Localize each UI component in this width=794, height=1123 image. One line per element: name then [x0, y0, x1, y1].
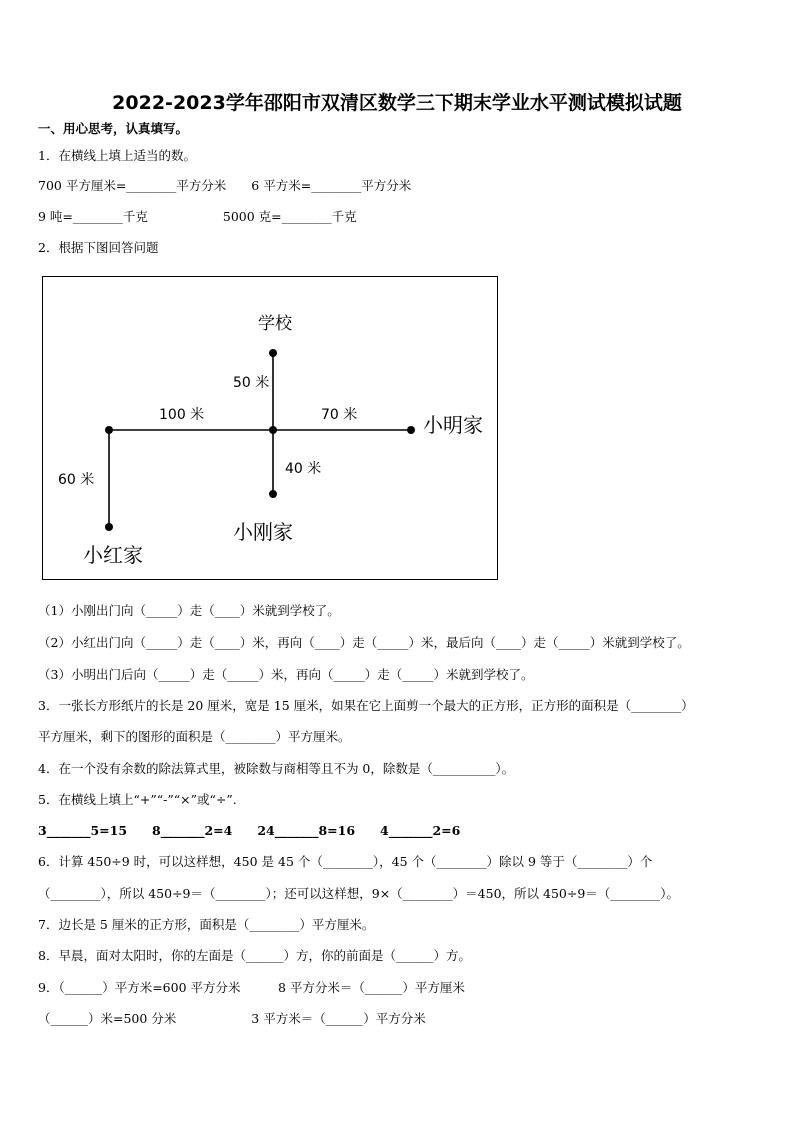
xiaoming-label: 小明家 [423, 413, 483, 437]
question-8: 8．早晨，面对太阳时，你的左面是（______）方，你的前面是（______）方。 [38, 948, 471, 963]
xiaogang-label: 小刚家 [233, 520, 293, 544]
distance-70-label: 70 米 [321, 407, 358, 423]
question-3-cont: 平方厘米，剩下的图形的面积是（________）平方厘米。 [38, 729, 351, 744]
distance-40-label: 40 米 [285, 461, 322, 477]
school-label: 学校 [258, 314, 292, 334]
map-svg [43, 277, 497, 579]
question-6: 6．计算 450÷9 时，可以这样想，450 是 45 个（________），45 个（________）除以 9 等于（________）个 [38, 854, 653, 869]
page-title: 2022-2023学年邵阳市双清区数学三下期末学业水平测试模拟试题 [112, 92, 682, 114]
distance-50-label: 50 米 [233, 375, 270, 391]
question-2-2: （2）小红出门向（_____）走（____）米，再向（____）走（_____）米，最后向（____）走（_____）米就到学校了。 [38, 635, 690, 650]
map-figure [42, 276, 498, 580]
question-7: 7．边长是 5 厘米的正方形，面积是（________）平方厘米。 [38, 917, 375, 932]
xiaohong-label: 小红家 [83, 543, 143, 567]
question-4: 4．在一个没有余数的除法算式里，被除数与商相等且不为 0，除数是（__________）。 [38, 761, 515, 776]
junction-point [269, 426, 277, 434]
question-9-cont: （______）米=500 分米 3 平方米＝（______）平方分米 [38, 1011, 426, 1026]
question-1: 1．在横线上填上适当的数。 [38, 148, 196, 163]
question-5-items: 3_______5=15 8_______2=4 24_______8=16 4_______2=6 [38, 823, 461, 838]
question-1-row-1: 700 平方厘米=________平方分米 6 平方米=________平方分米 [38, 178, 412, 193]
question-6-cont: （________），所以 450÷9＝（________）；还可以这样想，9×（________）＝450，所以 450÷9＝（________）。 [38, 886, 680, 901]
xiaohong-point [105, 523, 113, 531]
question-1-row-2: 9 吨=________千克 5000 克=________千克 [38, 209, 357, 224]
question-9: 9．（______）平方米=600 平方分米 8 平方分米＝（______）平方厘米 [38, 980, 465, 995]
xiaoming-point [407, 426, 415, 434]
question-2-3: （3）小明出门后向（_____）走（_____）米，再向（_____）走（_____）米就到学校了。 [38, 667, 534, 682]
school-point [269, 349, 277, 357]
question-2: 2．根据下图回答问题 [38, 240, 159, 255]
section-heading: 一、用心思考，认真填写。 [38, 121, 189, 136]
question-2-1: （1）小刚出门向（_____）走（____）米就到学校了。 [38, 603, 340, 618]
question-5: 5．在横线上填上“+”“-”“×”或“÷”. [38, 792, 237, 807]
question-3: 3．一张长方形纸片的长是 20 厘米，宽是 15 厘米，如果在它上面剪一个最大的正方形，正方形的面积是（________） [38, 698, 694, 713]
xiaogang-point [269, 490, 277, 498]
corner-point [105, 426, 113, 434]
distance-100-label: 100 米 [159, 407, 205, 423]
distance-60-label: 60 米 [58, 472, 95, 488]
